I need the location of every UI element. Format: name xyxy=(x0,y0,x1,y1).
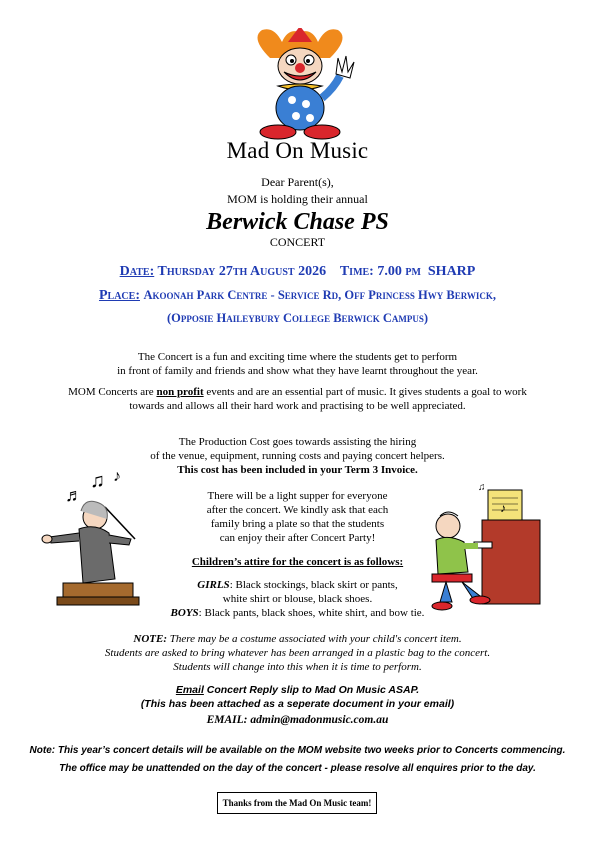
text-span: : Black pants, black shoes, white shirt, and bow tie. xyxy=(198,607,425,619)
email-label: EMAIL: xyxy=(206,714,251,726)
svg-text:♬: ♬ xyxy=(65,485,83,505)
text-line: Students will change into this when it is time to perform. xyxy=(173,661,422,673)
date-value: Thursday 27th August 2026 xyxy=(157,264,327,279)
text-line: can enjoy their after Concert Party! xyxy=(219,532,376,544)
boys-line xyxy=(120,606,475,620)
text-line xyxy=(0,385,595,399)
thanks-box: Thanks from the Mad On Music team! xyxy=(217,792,377,814)
text-line: after the concert. We kindly ask that each xyxy=(206,504,389,516)
svg-text:♪: ♪ xyxy=(113,468,121,485)
footer-notes xyxy=(0,742,595,778)
text-line: The Production Cost goes towards assisting the hiring xyxy=(178,436,417,448)
text-line: The office may be unattended on the day of the concert - please resolve all enquires prior to the day. xyxy=(59,763,536,774)
text-line: Students are asked to bring whatever has been arranged in a plastic bag to the concert. xyxy=(104,647,491,659)
paragraph-intro xyxy=(0,350,595,378)
text-line: There will be a light supper for everyone xyxy=(207,490,388,502)
girls-label: GIRLS xyxy=(197,579,230,591)
greeting: Dear Parent(s), xyxy=(261,175,334,189)
email-line xyxy=(0,714,595,726)
intro-text: MOM is holding their annual xyxy=(227,192,368,206)
text-line: white shirt or blouse, black shoes. xyxy=(222,593,373,605)
place-label: Place: xyxy=(98,288,140,303)
note-label: NOTE: xyxy=(133,633,167,645)
supper-note xyxy=(170,489,425,545)
time-value: 7.00 pm xyxy=(377,264,421,279)
email-address-link[interactable]: admin@madonmusic.com.au xyxy=(250,714,389,726)
attire-details xyxy=(120,578,475,620)
clown-logo xyxy=(240,28,360,140)
girls-line xyxy=(120,578,475,592)
invoice-note: This cost has been included in your Term 3 Invoice. xyxy=(177,464,418,476)
text-line: Note: This year’s concert details will be available on the MOM website two weeks prior to Concerts commencing. xyxy=(29,745,566,756)
email-word: Email xyxy=(175,684,204,696)
school-name: Berwick Chase PS xyxy=(206,209,389,235)
boys-label: BOYS xyxy=(170,607,199,619)
text-line xyxy=(0,632,595,646)
text-line: of the venue, equipment, running costs and paying concert helpers. xyxy=(150,450,445,462)
nonprofit-emphasis: non profit xyxy=(156,386,204,398)
text-line: in front of family and friends and show what they have learnt throughout the year. xyxy=(117,365,478,377)
text-span: : Black stockings, black skirt or pants, xyxy=(229,579,398,591)
paragraph-nonprofit xyxy=(0,385,595,413)
text-line: The Concert is a fun and exciting time where the students get to perform xyxy=(137,351,458,363)
attire-heading: Children’s attire for the concert is as follows: xyxy=(191,556,404,568)
text-line: towards and allows all their hard work and practising to be well appreciated. xyxy=(129,400,466,412)
date-time-line xyxy=(0,264,595,280)
place-note: (Opposie Haileybury College Berwick Campus) xyxy=(166,311,429,325)
place-value: Akoonah Park Centre - Service Rd, Off Princess Hwy Berwick, xyxy=(143,288,497,302)
svg-text:♪: ♪ xyxy=(500,501,506,515)
text-line: (This has been attached as a seperate document in your email) xyxy=(140,698,455,710)
event-type: CONCERT xyxy=(269,235,326,249)
text-span: Concert Reply slip to Mad On Music ASAP. xyxy=(203,684,420,696)
place-line xyxy=(0,288,595,304)
svg-text:♫: ♫ xyxy=(90,470,105,492)
date-label: Date: xyxy=(119,264,155,279)
reply-instructions xyxy=(0,683,595,711)
time-label: Time: xyxy=(339,264,374,279)
text-span: MOM Concerts are xyxy=(68,386,157,398)
text-span: events and are an essential part of music. It gives students a goal to work xyxy=(203,386,527,398)
text-line: family bring a plate so that the students xyxy=(210,518,385,530)
svg-text:♫: ♫ xyxy=(478,482,486,493)
text-line xyxy=(0,683,595,697)
text-span: There may be a costume associated with your child's concert item. xyxy=(166,633,462,645)
time-suffix: SHARP xyxy=(427,264,476,279)
costume-note xyxy=(0,632,595,674)
brand-name: Mad On Music xyxy=(226,138,369,163)
